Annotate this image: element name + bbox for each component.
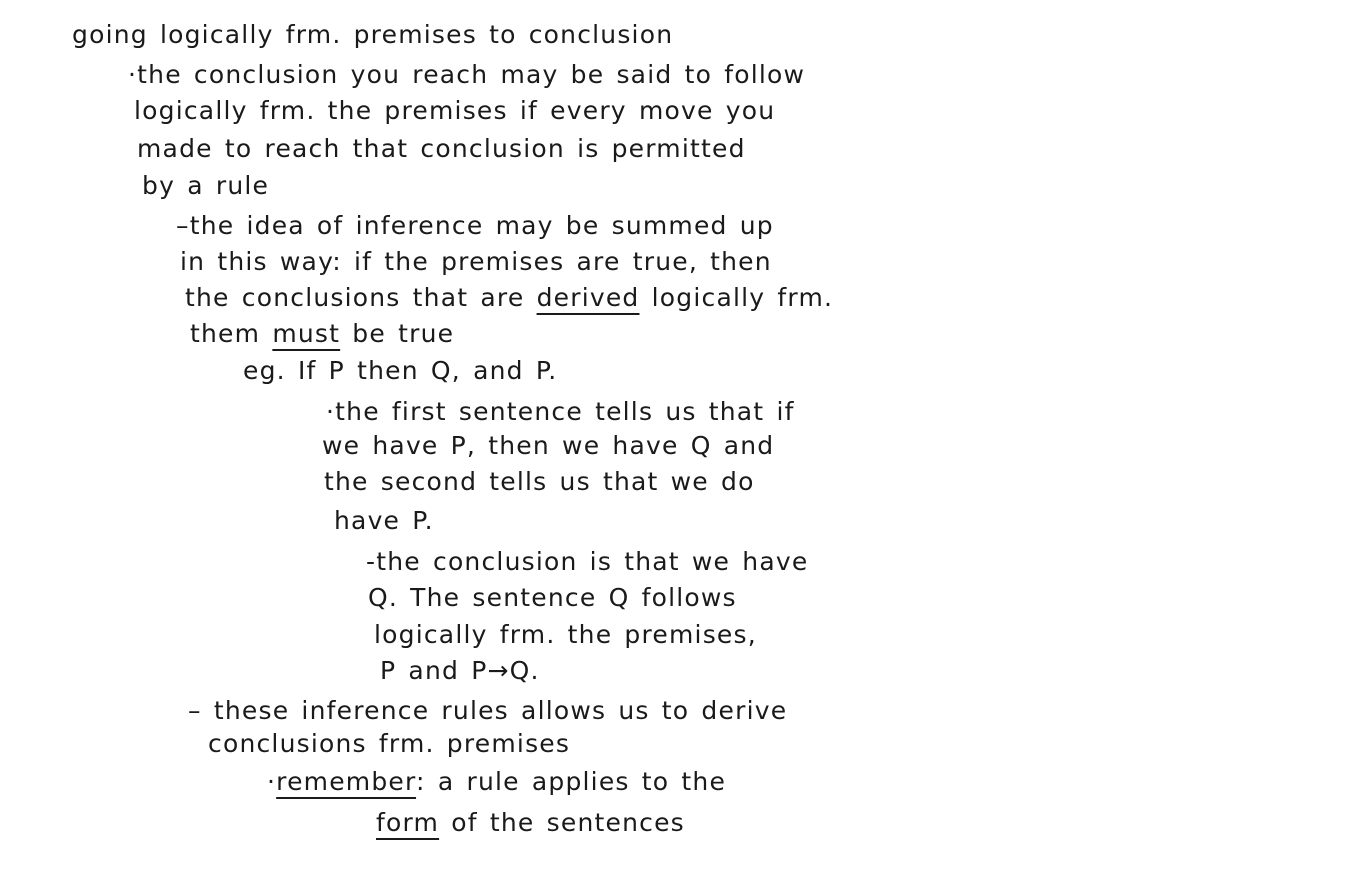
underlined-word: derived: [536, 283, 640, 312]
note-text: : a rule applies to the: [416, 767, 727, 796]
note-line: [128, 62, 805, 87]
note-line: [374, 622, 757, 647]
note-line: [134, 98, 775, 123]
note-text: of the sentences: [439, 808, 685, 837]
note-text: ·the conclusion you reach may be said to follow: [128, 60, 806, 89]
note-line: [185, 285, 833, 310]
note-text: have P.: [334, 506, 434, 535]
note-text: we have P, then we have Q and: [322, 431, 775, 460]
note-line: [326, 399, 795, 424]
note-text: them: [190, 319, 273, 348]
note-text: the conclusions that are: [185, 283, 537, 312]
note-line: [188, 698, 787, 723]
underlined-word: remember: [276, 767, 417, 796]
note-text: ·the first sentence tells us that if: [326, 397, 795, 426]
note-text: logically frm. the premises,: [374, 620, 757, 649]
note-line: [376, 810, 685, 835]
note-text: by a rule: [142, 171, 270, 200]
note-line: [368, 585, 737, 610]
example-line: [243, 358, 557, 383]
note-text: conclusions frm. premises: [208, 729, 571, 758]
note-text: P and P→Q.: [380, 656, 540, 685]
note-line: [322, 433, 774, 458]
note-line: [334, 508, 434, 533]
bullet-dot: ·: [267, 767, 277, 796]
note-text: the second tells us that we do: [324, 467, 755, 496]
note-text: Q. The sentence Q follows: [368, 583, 737, 612]
note-text: -the conclusion is that we have: [366, 547, 809, 576]
note-text: in this way: if the premises are true, then: [180, 247, 772, 276]
note-line: [324, 469, 755, 494]
note-line: [142, 173, 269, 198]
heading-line: [72, 22, 673, 47]
underlined-word: form: [376, 808, 440, 837]
note-text: be true: [340, 319, 455, 348]
note-text: made to reach that conclusion is permitted: [137, 134, 746, 163]
note-line: [190, 321, 454, 346]
note-text: logically frm. the premises if every move you: [134, 96, 776, 125]
note-line: [380, 658, 540, 683]
note-text: –the idea of inference may be summed up: [176, 211, 774, 240]
note-line: [180, 249, 772, 274]
note-line: [137, 136, 746, 161]
note-line: [366, 549, 808, 574]
note-text: logically frm.: [639, 283, 834, 312]
note-line: [208, 731, 570, 756]
heading-text: going logically frm. premises to conclusion: [72, 20, 674, 49]
example-text: eg. If P then Q, and P.: [243, 356, 558, 385]
note-line: [267, 769, 726, 794]
note-line: [176, 213, 774, 238]
note-text: – these inference rules allows us to derive: [188, 696, 788, 725]
underlined-word: must: [272, 319, 341, 348]
